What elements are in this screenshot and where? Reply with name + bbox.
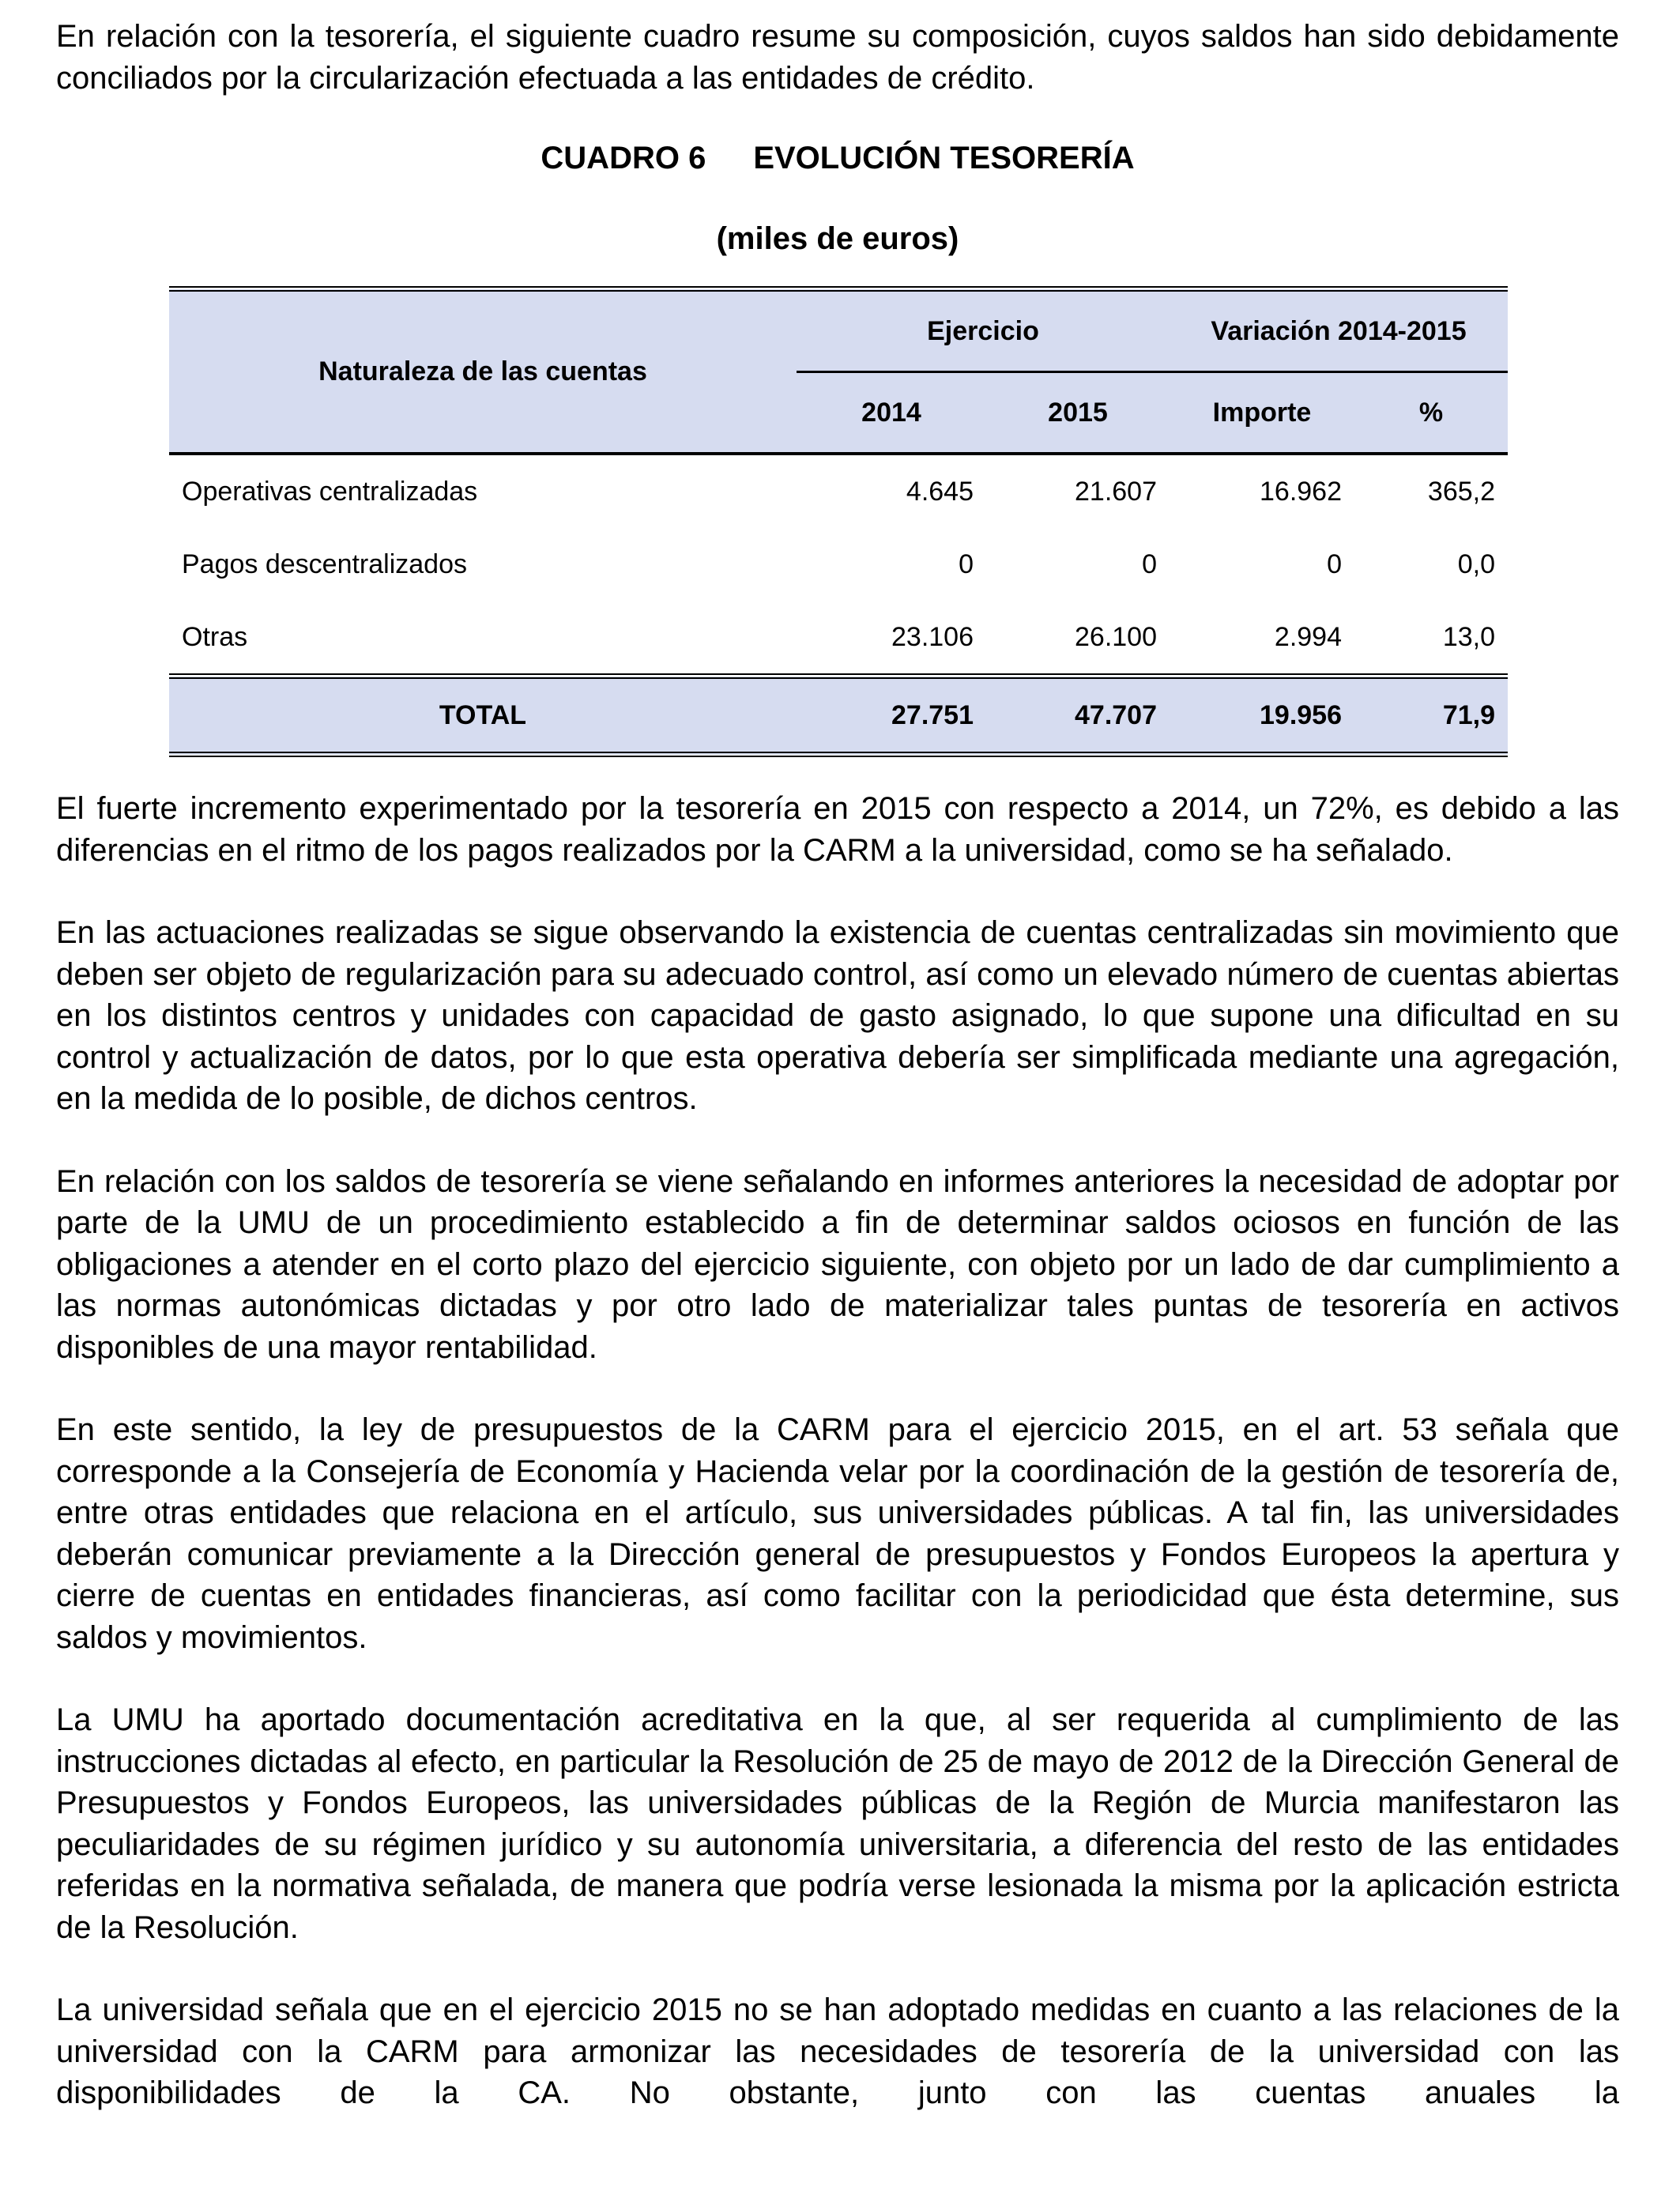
document-page: [56, 16, 1619, 256]
treasury-table: [169, 286, 1508, 757]
cell-pct: 13,0: [1442, 621, 1496, 652]
row-label: Pagos descentralizados: [182, 548, 468, 579]
cell-pct: 0,0: [1457, 548, 1496, 579]
table-unit: (miles de euros): [716, 221, 959, 256]
cell-importe: 0: [1327, 548, 1342, 579]
paragraph: La UMU ha aportado documentación acreditativa en la que, al ser requerida al cumplimiento de las instrucciones dictadas al efecto, en particular la Resolución de 25 de mayo de 2012 de la Dirección General de Presupuestos y Fondos Europeos, las universidades públicas de la Región de Murcia manifestaron las peculiaridades de su régimen jurídico y su autonomía universitaria, a diferencia del resto de las entidades referidas en la normativa señalada, de manera que podría verse lesionada la misma por la aplicación estricta de la Resolución.: [56, 1702, 1619, 1945]
table-number: CUADRO 6: [541, 141, 706, 175]
table-row: [169, 528, 1508, 601]
total-2014: 27.751: [797, 677, 986, 755]
total-pct: 71,9: [1354, 677, 1508, 755]
cell-2014: 0: [959, 548, 974, 579]
table-title: EVOLUCIÓN TESORERÍA: [753, 141, 1135, 175]
table-caption: [56, 138, 1619, 258]
cell-2015: 0: [1142, 548, 1157, 579]
paragraph: En relación con los saldos de tesorería se viene señalando en informes anteriores la necesidad de adoptar por parte de la UMU de un procedimiento establecido a fin de determinar saldos ociosos en función de las obligaciones a atender en el corto plazo del ejercicio siguiente, con objeto por un lado de dar cumplimiento a las normas autonómicas dictadas y por otro lado de materializar tales puntas de tesorería en activos disponibles de una mayor rentabilidad.: [56, 1163, 1619, 1365]
header-group-variacion: Variación 2014-2015: [1170, 289, 1508, 372]
total-2015: 47.707: [986, 677, 1170, 755]
treasury-table-wrap: [169, 286, 1508, 757]
paragraph: La universidad señala que en el ejercicio 2015 no se han adoptado medidas en cuanto a las relaciones de la universidad con la CARM para armonizar las necesidades de tesorería de la universidad con las disponibilidades de la CA. No obstante, junto con las cuentas anuales la: [56, 1992, 1619, 2110]
header-col-2014: 2014: [797, 372, 986, 454]
header-col-pct: %: [1354, 372, 1508, 454]
intro-paragraph: En relación con la tesorería, el siguiente cuadro resume su composición, cuyos saldos han sido debidamente conciliados por la circularización efectuada a las entidades de crédito.: [56, 19, 1619, 96]
total-importe: 19.956: [1170, 677, 1354, 755]
cell-pct: 365,2: [1427, 476, 1496, 507]
paragraph: El fuerte incremento experimentado por la tesorería en 2015 con respecto a 2014, un 72%, es debido a las diferencias en el ritmo de los pagos realizados por la CARM a la universidad, como se ha señalado.: [56, 791, 1619, 868]
paragraph: En las actuaciones realizadas se sigue observando la existencia de cuentas centralizadas sin movimiento que deben ser objeto de regularización para su adecuado control, así como un elevado número de cuentas abiertas en los distintos centros y unidades con capacidad de gasto asignado, lo que supone una dificultad en su control y actualización de datos, por lo que esta operativa debería ser simplificada mediante una agregación, en la medida de lo posible, de dichos centros.: [56, 915, 1619, 1116]
table-header-row: [169, 289, 1508, 372]
total-label: TOTAL: [169, 677, 797, 755]
table-row: [169, 454, 1508, 528]
header-group-ejercicio: Ejercicio: [797, 289, 1170, 372]
cell-2015: 21.607: [1075, 476, 1157, 507]
cell-importe: 2.994: [1274, 621, 1342, 652]
cell-2014: 23.106: [891, 621, 974, 652]
header-row-label: Naturaleza de las cuentas: [169, 289, 797, 454]
table-total-row: [169, 677, 1508, 755]
table-caption-title: [56, 138, 1619, 178]
paragraph: En este sentido, la ley de presupuestos de la CARM para el ejercicio 2015, en el art. 53 señala que corresponde a la Consejería de Economía y Hacienda velar por la coordinación de la gestión de tesorería de, entre otras entidades que relaciona en el artículo, sus universidades públicas. A tal fin, las universidades deberán comunicar previamente a la Dirección general de presupuestos y Fondos Europeos la apertura y cierre de cuentas en entidades financieras, así como facilitar con la periodicidad que ésta determine, sus saldos y movimientos.: [56, 1412, 1619, 1655]
header-col-2015: 2015: [986, 372, 1170, 454]
table-row: [169, 601, 1508, 677]
row-label: Operativas centralizadas: [182, 476, 478, 507]
header-col-importe: Importe: [1170, 372, 1354, 454]
cell-2015: 26.100: [1075, 621, 1157, 652]
body-text: [56, 788, 1619, 2114]
row-label: Otras: [182, 621, 248, 652]
cell-2014: 4.645: [906, 476, 974, 507]
cell-importe: 16.962: [1260, 476, 1342, 507]
